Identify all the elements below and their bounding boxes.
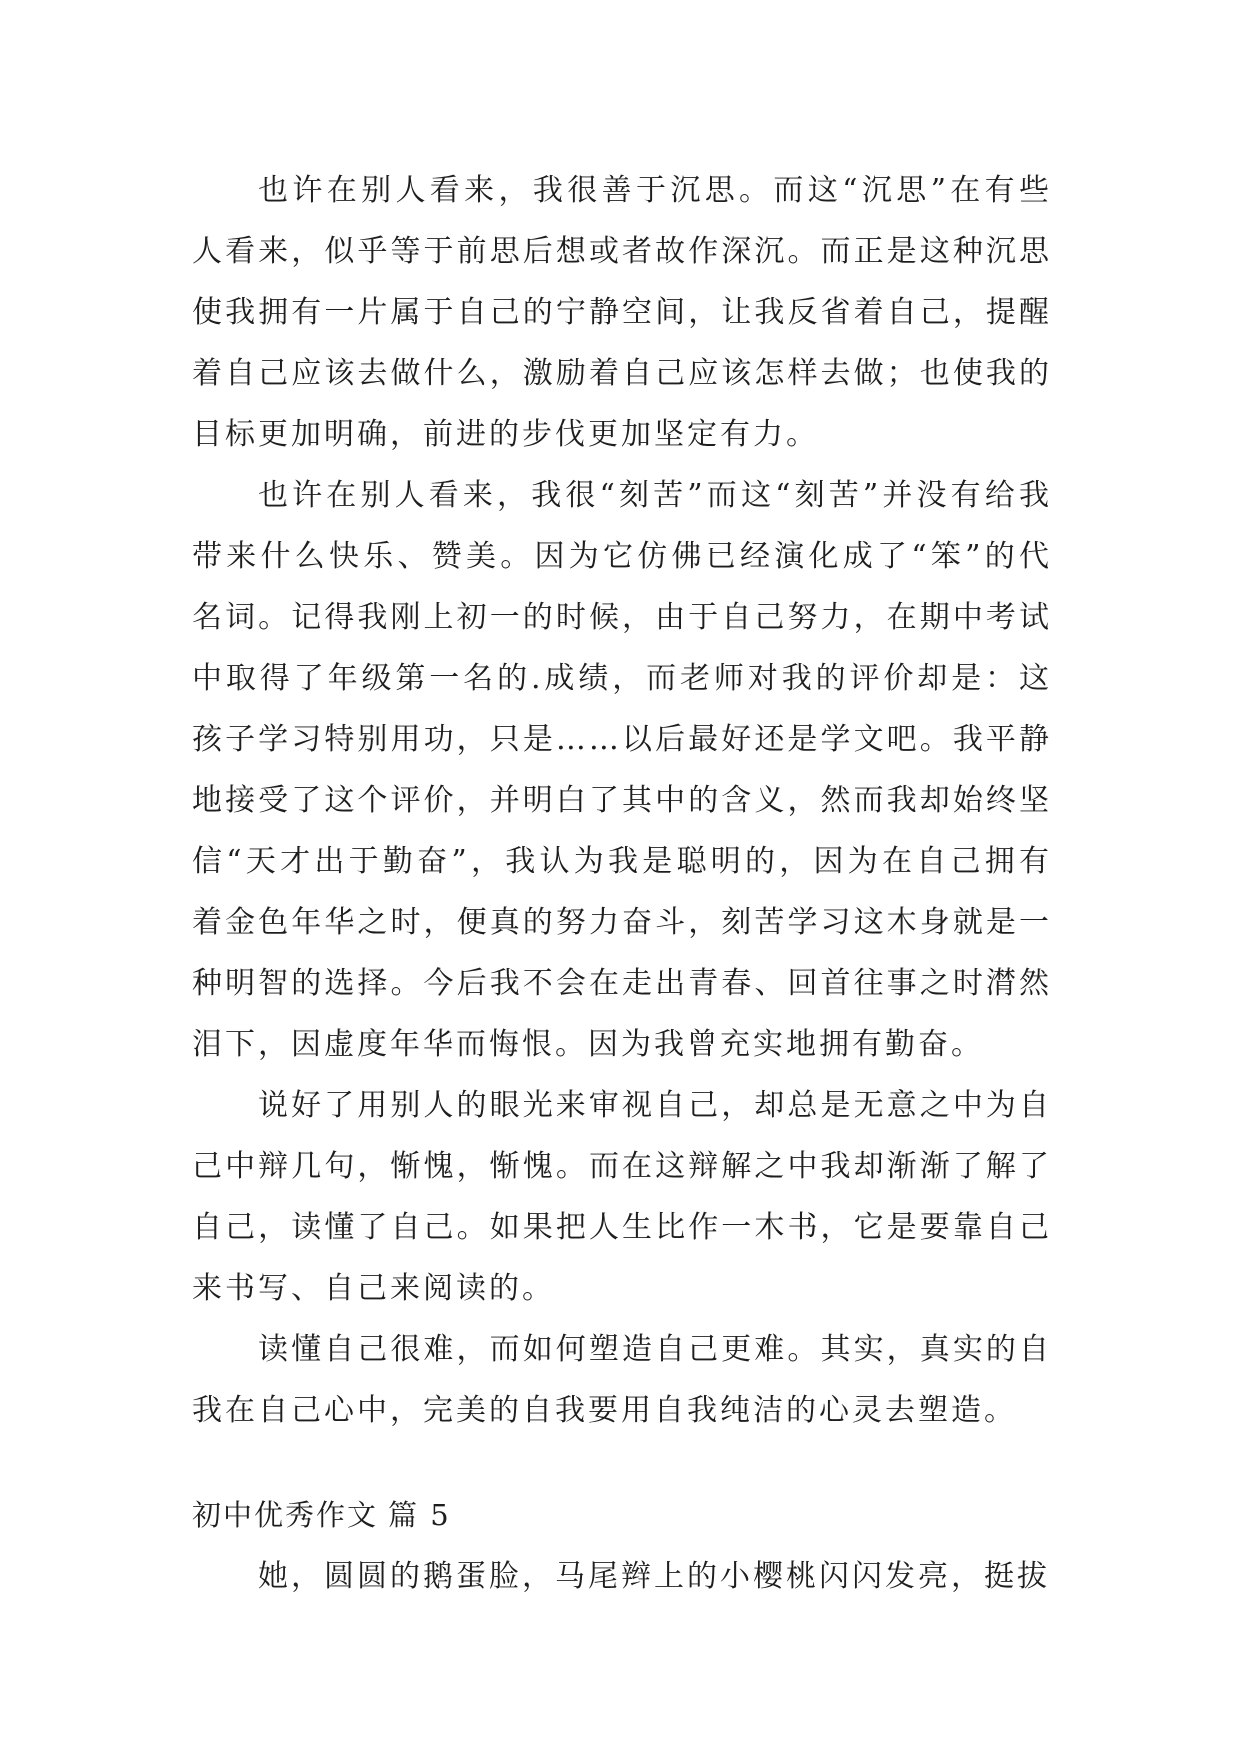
section-number: 篇 5 bbox=[388, 1498, 451, 1532]
paragraph-contemplation: 也许在别人看来，我很善于沉思。而这“沉思”在有些人看来，似乎等于前思后想或者故作深沉。而正是这种沉思使我拥有一片属于自己的宁静空间，让我反省着自己，提醒着自己应该去做什么，激励着自己应该怎样去做；也使我的目标更加明确，前进的步伐更加坚定有力。 bbox=[192, 173, 1052, 452]
paragraph-opening-description: 她，圆圆的鹅蛋脸，马尾辫上的小樱桃闪闪发亮，挺拔 bbox=[258, 1559, 1050, 1594]
document-body bbox=[192, 160, 1052, 1607]
section-title: 初中优秀作文 bbox=[192, 1498, 379, 1532]
paragraph-diligence: 也许在别人看来，我很“刻苦”而这“刻苦”并没有给我带来什么快乐、赞美。因为它仿佛已经演化成了“笨”的代名词。记得我刚上初一的时候，由于自己努力，在期中考试中取得了年级第一名的.成绩，而老师对我的评价却是：这孩子学习特别用功，只是……以后最好还是学文吧。我平静地接受了这个评价，并明白了其中的含义，然而我却始终坚信“天才出于勤奋”，我认为我是聪明的，因为在自己拥有着金色年华之时，便真的努力奋斗，刻苦学习这木身就是一种明智的选择。今后我不会在走出青春、回首往事之时潸然泪下，因虚度年华而悔恨。因为我曾充实地拥有勤奋。 bbox=[192, 478, 1052, 1062]
section-heading bbox=[192, 1485, 1052, 1546]
paragraph-self-defense: 说好了用别人的眼光来审视自己，却总是无意之中为自己中辩几句，惭愧，惭愧。而在这辩解之中我却渐渐了解了自己，读懂了自己。如果把人生比作一木书，它是要靠自己来书写、自己来阅读的。 bbox=[192, 1088, 1052, 1306]
paragraph-self-shaping: 读懂自己很难，而如何塑造自己更难。其实，真实的自我在自己心中，完美的自我要用自我纯洁的心灵去塑造。 bbox=[192, 1332, 1052, 1428]
